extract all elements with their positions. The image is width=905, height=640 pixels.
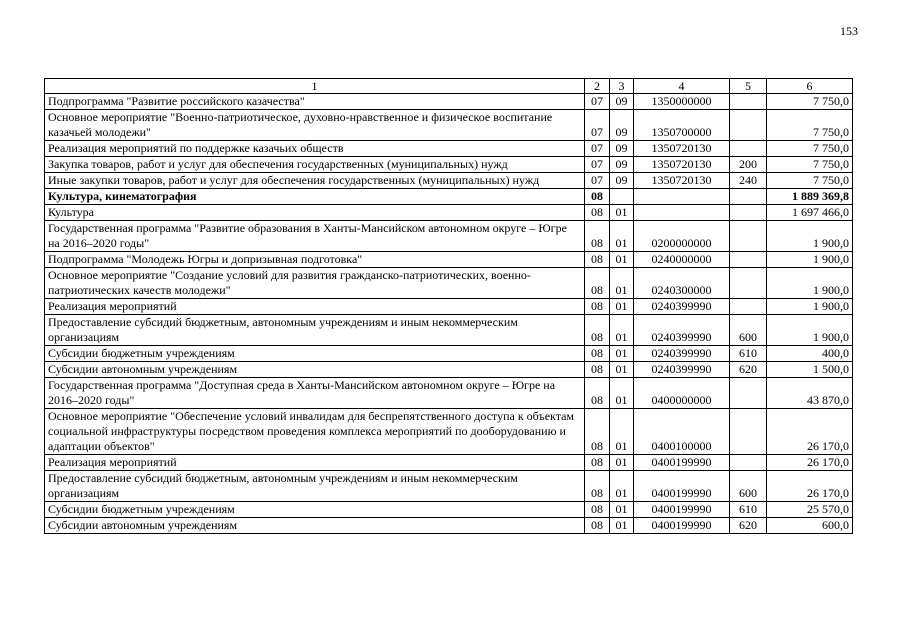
row-expense-type-cell: [730, 299, 767, 315]
row-expense-type-cell: 620: [730, 518, 767, 534]
row-subsection-cell: 01: [610, 409, 634, 455]
row-name-cell: Реализация мероприятий: [45, 299, 585, 315]
row-subsection-cell: 01: [610, 502, 634, 518]
row-name-cell: Основное мероприятие "Военно-патриотическое, духовно-нравственное и физическое воспитание казачьей молодежи": [45, 110, 585, 141]
table-row: [45, 299, 853, 315]
row-section-cell: 07: [585, 110, 610, 141]
row-expense-type-cell: 600: [730, 471, 767, 502]
row-section-cell: 08: [585, 189, 610, 205]
row-expense-type-cell: [730, 94, 767, 110]
row-section-cell: 08: [585, 205, 610, 221]
row-subsection-cell: 09: [610, 94, 634, 110]
row-amount-cell: 26 170,0: [767, 471, 853, 502]
row-section-cell: 07: [585, 173, 610, 189]
row-expense-type-cell: [730, 252, 767, 268]
row-section-cell: 08: [585, 346, 610, 362]
table-row: [45, 268, 853, 299]
row-subsection-cell: 01: [610, 362, 634, 378]
row-target-article-cell: 0240399990: [634, 299, 730, 315]
table-row: [45, 315, 853, 346]
row-expense-type-cell: 200: [730, 157, 767, 173]
row-expense-type-cell: [730, 268, 767, 299]
row-amount-cell: 7 750,0: [767, 110, 853, 141]
row-subsection-cell: 09: [610, 141, 634, 157]
row-subsection-cell: 09: [610, 173, 634, 189]
table-row: [45, 518, 853, 534]
budget-table: [44, 78, 853, 534]
row-expense-type-cell: [730, 205, 767, 221]
row-amount-cell: 7 750,0: [767, 94, 853, 110]
row-name-cell: Субсидии автономным учреждениям: [45, 362, 585, 378]
row-target-article-cell: 1350720130: [634, 173, 730, 189]
row-expense-type-cell: 600: [730, 315, 767, 346]
header-cell: 6: [767, 79, 853, 94]
row-name-cell: Реализация мероприятий: [45, 455, 585, 471]
row-section-cell: 08: [585, 221, 610, 252]
table-row: [45, 362, 853, 378]
row-amount-cell: 1 900,0: [767, 221, 853, 252]
row-target-article-cell: 0400100000: [634, 409, 730, 455]
row-section-cell: 08: [585, 455, 610, 471]
row-target-article-cell: 0200000000: [634, 221, 730, 252]
table-row: [45, 157, 853, 173]
row-name-cell: Реализация мероприятий по поддержке казачьих обществ: [45, 141, 585, 157]
row-target-article-cell: 1350720130: [634, 141, 730, 157]
row-expense-type-cell: [730, 409, 767, 455]
table-row: [45, 252, 853, 268]
header-cell: 3: [610, 79, 634, 94]
row-subsection-cell: 01: [610, 518, 634, 534]
row-name-cell: Предоставление субсидий бюджетным, автономным учреждениям и иным некоммерческим организациям: [45, 471, 585, 502]
row-name-cell: Государственная программа "Доступная среда в Ханты-Мансийском автономном округе – Югре на 2016–2020 годы": [45, 378, 585, 409]
row-section-cell: 07: [585, 157, 610, 173]
row-section-cell: 08: [585, 518, 610, 534]
row-subsection-cell: 01: [610, 455, 634, 471]
row-amount-cell: 1 500,0: [767, 362, 853, 378]
row-subsection-cell: 01: [610, 221, 634, 252]
row-section-cell: 08: [585, 471, 610, 502]
row-expense-type-cell: [730, 221, 767, 252]
row-amount-cell: 400,0: [767, 346, 853, 362]
row-amount-cell: 1 900,0: [767, 315, 853, 346]
table-row: [45, 110, 853, 141]
row-name-cell: Субсидии автономным учреждениям: [45, 518, 585, 534]
row-target-article-cell: 0240399990: [634, 346, 730, 362]
row-subsection-cell: 01: [610, 252, 634, 268]
row-amount-cell: 43 870,0: [767, 378, 853, 409]
row-subsection-cell: 01: [610, 299, 634, 315]
row-amount-cell: 26 170,0: [767, 455, 853, 471]
row-subsection-cell: 01: [610, 205, 634, 221]
row-target-article-cell: 0400199990: [634, 471, 730, 502]
row-expense-type-cell: [730, 110, 767, 141]
row-subsection-cell: 09: [610, 110, 634, 141]
table-row: [45, 173, 853, 189]
row-section-cell: 08: [585, 252, 610, 268]
header-cell: 4: [634, 79, 730, 94]
row-amount-cell: 1 697 466,0: [767, 205, 853, 221]
header-cell: 2: [585, 79, 610, 94]
table-row: [45, 346, 853, 362]
row-expense-type-cell: 610: [730, 502, 767, 518]
row-section-cell: 08: [585, 378, 610, 409]
row-expense-type-cell: 240: [730, 173, 767, 189]
row-expense-type-cell: 620: [730, 362, 767, 378]
row-amount-cell: 7 750,0: [767, 141, 853, 157]
row-target-article-cell: 0400199990: [634, 502, 730, 518]
table-body: [45, 94, 853, 534]
page-number: 153: [840, 24, 858, 38]
table-row: [45, 502, 853, 518]
row-expense-type-cell: [730, 141, 767, 157]
table-row: [45, 94, 853, 110]
row-target-article-cell: 0240399990: [634, 362, 730, 378]
table-row: [45, 409, 853, 455]
row-subsection-cell: 01: [610, 346, 634, 362]
row-section-cell: 07: [585, 141, 610, 157]
table-header-row: [45, 79, 853, 94]
table-row: [45, 141, 853, 157]
row-section-cell: 07: [585, 94, 610, 110]
row-target-article-cell: 0400000000: [634, 378, 730, 409]
row-name-cell: Основное мероприятие "Обеспечение условий инвалидам для беспрепятственного доступа к объектам социальной инфраструктуры посредством проведения комплекса мероприятий по дооборудованию и адаптации объектов": [45, 409, 585, 455]
row-name-cell: Основное мероприятие "Создание условий для развития гражданско-патриотических, военно-патриотических качеств молодежи": [45, 268, 585, 299]
row-name-cell: Субсидии бюджетным учреждениям: [45, 502, 585, 518]
table-row: [45, 205, 853, 221]
row-target-article-cell: 1350000000: [634, 94, 730, 110]
row-amount-cell: 600,0: [767, 518, 853, 534]
row-subsection-cell: [610, 189, 634, 205]
row-section-cell: 08: [585, 409, 610, 455]
row-amount-cell: 1 889 369,8: [767, 189, 853, 205]
row-amount-cell: 26 170,0: [767, 409, 853, 455]
row-name-cell: Государственная программа "Развитие образования в Ханты-Мансийском автономном округе – Югре на 2016–2020 годы": [45, 221, 585, 252]
row-target-article-cell: [634, 189, 730, 205]
row-amount-cell: 7 750,0: [767, 157, 853, 173]
row-amount-cell: 7 750,0: [767, 173, 853, 189]
row-subsection-cell: 01: [610, 471, 634, 502]
row-target-article-cell: 0400199990: [634, 455, 730, 471]
header-cell: 1: [45, 79, 585, 94]
row-name-cell: Культура: [45, 205, 585, 221]
row-subsection-cell: 09: [610, 157, 634, 173]
row-amount-cell: 1 900,0: [767, 252, 853, 268]
row-name-cell: Предоставление субсидий бюджетным, автономным учреждениям и иным некоммерческим организациям: [45, 315, 585, 346]
row-section-cell: 08: [585, 362, 610, 378]
table-row: [45, 471, 853, 502]
row-target-article-cell: 0400199990: [634, 518, 730, 534]
row-amount-cell: 1 900,0: [767, 299, 853, 315]
row-target-article-cell: 0240000000: [634, 252, 730, 268]
row-name-cell: Закупка товаров, работ и услуг для обеспечения государственных (муниципальных) нужд: [45, 157, 585, 173]
row-subsection-cell: 01: [610, 378, 634, 409]
row-target-article-cell: 1350720130: [634, 157, 730, 173]
row-target-article-cell: [634, 205, 730, 221]
header-cell: 5: [730, 79, 767, 94]
row-section-cell: 08: [585, 502, 610, 518]
row-section-cell: 08: [585, 268, 610, 299]
row-target-article-cell: 1350700000: [634, 110, 730, 141]
row-amount-cell: 25 570,0: [767, 502, 853, 518]
row-name-cell: Культура, кинематография: [45, 189, 585, 205]
row-target-article-cell: 0240399990: [634, 315, 730, 346]
row-amount-cell: 1 900,0: [767, 268, 853, 299]
row-target-article-cell: 0240300000: [634, 268, 730, 299]
row-subsection-cell: 01: [610, 268, 634, 299]
table-row: [45, 189, 853, 205]
row-expense-type-cell: [730, 189, 767, 205]
row-expense-type-cell: [730, 378, 767, 409]
row-subsection-cell: 01: [610, 315, 634, 346]
table-row: [45, 378, 853, 409]
row-name-cell: Иные закупки товаров, работ и услуг для обеспечения государственных (муниципальных) нужд: [45, 173, 585, 189]
row-section-cell: 08: [585, 315, 610, 346]
table-row: [45, 221, 853, 252]
row-section-cell: 08: [585, 299, 610, 315]
row-expense-type-cell: [730, 455, 767, 471]
row-name-cell: Субсидии бюджетным учреждениям: [45, 346, 585, 362]
row-name-cell: Подпрограмма "Развитие российского казачества": [45, 94, 585, 110]
row-expense-type-cell: 610: [730, 346, 767, 362]
table-row: [45, 455, 853, 471]
row-name-cell: Подпрограмма "Молодежь Югры и допризывная подготовка": [45, 252, 585, 268]
